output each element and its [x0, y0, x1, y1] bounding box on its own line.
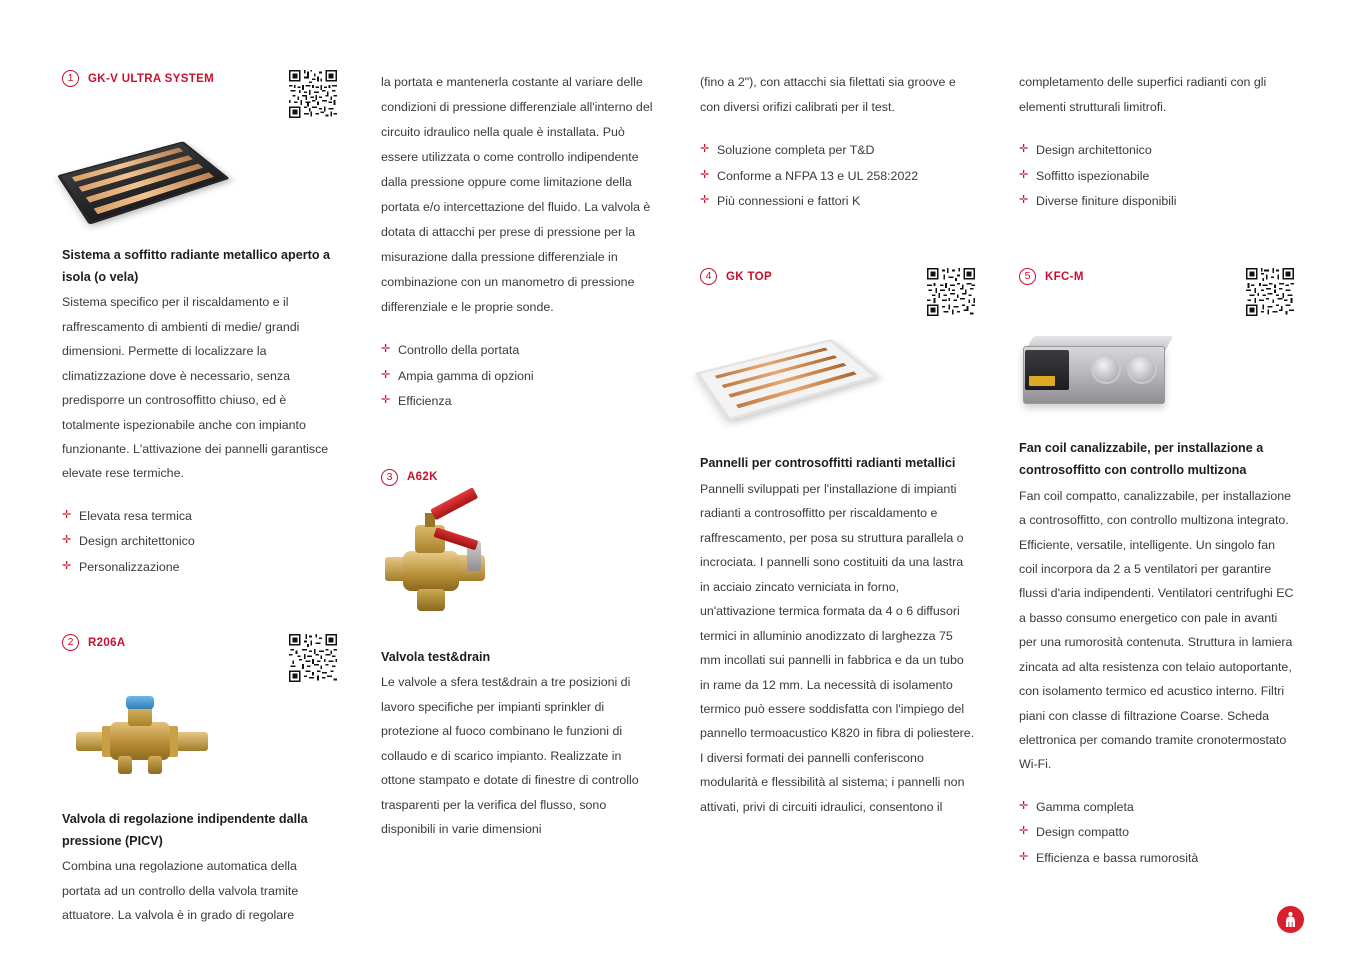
metal-radiant-ceiling-panel-icon: [695, 340, 878, 422]
feature-label: Soluzione completa per T&D: [717, 143, 875, 158]
cross-bullet-icon: ✛: [1019, 143, 1029, 156]
cross-bullet-icon: ✛: [381, 368, 391, 381]
feature-label: Gamma completa: [1036, 799, 1134, 814]
product-title: Valvola di regolazione indipendente dalla pressione (PICV): [62, 812, 308, 848]
list-item: [62, 504, 337, 529]
product-header: [1019, 268, 1294, 316]
feature-label: Design architettonico: [79, 534, 195, 549]
product-image-radiant-ceiling-panel: [700, 324, 975, 439]
column-2: [359, 70, 678, 919]
cross-bullet-icon: ✛: [1019, 850, 1029, 863]
qr-code-svg: [289, 70, 337, 118]
continued-description-gk-top: completamento delle superfici radianti con gli elementi strutturali limitrofi.: [1019, 75, 1267, 115]
feature-label: Soffitto ispezionabile: [1036, 168, 1150, 183]
column-4: [997, 70, 1316, 919]
cross-bullet-icon: ✛: [1019, 799, 1029, 812]
block-spacer: [381, 415, 656, 469]
list-item: [62, 529, 337, 554]
list-item: [381, 364, 656, 389]
cross-bullet-icon: ✛: [1019, 825, 1029, 838]
product-block-a62k: [381, 469, 656, 842]
product-number-badge: 1: [62, 70, 79, 87]
qr-code-svg: [1246, 268, 1294, 316]
open-cell-ceiling-island-panel-icon: [57, 141, 230, 225]
feature-list: [381, 338, 656, 414]
block-spacer: [700, 214, 975, 268]
product-block-kfc-m: [1019, 268, 1294, 871]
column-1: [40, 70, 359, 923]
product-header-left: [62, 634, 126, 651]
product-code: R206A: [88, 636, 126, 649]
feature-list: [700, 138, 975, 214]
cross-bullet-icon: ✛: [62, 508, 72, 521]
qr-code-svg: [289, 634, 337, 682]
feature-label: Più connessioni e fattori K: [717, 193, 861, 208]
product-number-badge: 5: [1019, 268, 1036, 285]
product-description: Sistema specifico per il riscaldamento e il raffrescamento di ambienti di medie/ grandi dimensioni. Permette di localizzare la climatizzazione dove è necessario, senza predisporre un controsoffitto chiuso, ed è totalmente ispezionabile anche con impianto funzionante. L'attivazione dei pannelli garantisce elevate rese termiche.: [62, 295, 329, 481]
product-code: KFC-M: [1045, 270, 1084, 283]
cross-bullet-icon: ✛: [1019, 168, 1029, 181]
cross-bullet-icon: ✛: [1019, 193, 1029, 206]
product-description: Pannelli sviluppati per l'installazione di impianti radianti a controsoffitto per riscaldamento e raffrescamento, per posa su struttura parallela o incrociata. I pannelli sono costituiti da una lastra in acciaio zincato verniciata in forno, un'attivazione termica formata da 4 o 6 diffusori termici in alluminio anodizzato di larghezza 75 mm incollati sui pannelli in fabbrica e da un tubo in rame da 12 mm. La necessità di isolamento termico può essere soddisfatta con l'impiego del pannello termoacustico K820 in fibra di poliestere. I diversi formati dei pannelli conferiscono modularità e flessibilità al sistema; i pannelli non attivati, privi di circuiti idraulici, consentono il: [700, 482, 975, 814]
cross-bullet-icon: ✛: [381, 343, 391, 356]
product-image-fan-coil: [1019, 324, 1294, 424]
product-header-left: [1019, 268, 1084, 285]
product-header: [62, 70, 337, 118]
product-number-badge: 4: [700, 268, 717, 285]
product-code: A62K: [407, 471, 438, 484]
list-item: [62, 555, 337, 580]
brand-logo: [1277, 906, 1304, 933]
list-item: [381, 389, 656, 414]
test-and-drain-ball-valve-icon: [381, 503, 551, 623]
feature-label: Efficienza e bassa rumorosità: [1036, 850, 1199, 865]
block-spacer: [1019, 214, 1294, 268]
column-3: [678, 70, 997, 919]
product-title: Sistema a soffitto radiante metallico aperto a isola (o vela): [62, 248, 331, 284]
product-description: Combina una regolazione automatica della portata ad un controllo della valvola tramite attuatore. La valvola è in grado di regolare: [62, 859, 299, 923]
product-description: Fan coil compatto, canalizzabile, per installazione a controsoffitto, con controllo multizona integrato. Efficiente, versatile, intelligente. Un singolo fan coil incorpora da 2 a 5 ventilatori per garantire flussi d'aria indipendenti. Ventilatori centrifughi EC a basso consumo energetico con pale in avanti per una rumorosità contenuta. Struttura in lamiera zincata ad alta resistenza con telaio autoportante, con isolamento termico ed acustico interno. Filtri piani con classe di filtrazione Coarse. Scheda elettronica per comando tramite cronotermostato Wi-Fi.: [1019, 488, 1294, 772]
cross-bullet-icon: ✛: [700, 168, 710, 181]
product-number-badge: 2: [62, 634, 79, 651]
product-image-test-drain-valve: [381, 503, 656, 633]
list-item: [1019, 820, 1294, 845]
feature-label: Ampia gamma di opzioni: [398, 368, 534, 383]
product-number-badge: 3: [381, 469, 398, 486]
cross-bullet-icon: ✛: [62, 559, 72, 572]
product-title: Valvola test&drain: [381, 649, 491, 664]
feature-list: [1019, 138, 1294, 214]
list-item: [1019, 795, 1294, 820]
feature-label: Controllo della portata: [398, 343, 520, 358]
feature-label: Design architettonico: [1036, 143, 1152, 158]
picv-brass-valve-icon: [72, 692, 222, 792]
feature-list: [1019, 795, 1294, 871]
block-spacer: [62, 580, 337, 634]
list-item: [700, 138, 975, 163]
columns-container: [40, 70, 1316, 923]
product-image-open-cell-panel: [62, 126, 337, 231]
cross-bullet-icon: ✛: [700, 193, 710, 206]
list-item: [700, 164, 975, 189]
product-title: Fan coil canalizzabile, per installazione a controsoffitto con controllo multizona: [1019, 441, 1264, 478]
feature-label: Elevata resa termica: [79, 508, 192, 523]
product-header-left: [700, 268, 772, 285]
product-block-gk-v-ultra-system: [62, 70, 337, 580]
list-item: [1019, 138, 1294, 163]
product-header-left: [381, 469, 438, 486]
qr-code-icon[interactable]: [927, 268, 975, 316]
product-header: [381, 469, 656, 495]
product-block-r206a: [62, 634, 337, 928]
product-header-left: [62, 70, 214, 87]
product-title: Pannelli per controsoffitti radianti metallici: [700, 456, 956, 471]
product-image-picv-valve: [62, 690, 337, 795]
product-description: Le valvole a sfera test&drain a tre posizioni di lavoro specifiche per impianti sprinkler di protezione al fuoco combinano le funzioni di collaudo e di scarico impianto. Realizzate in ottone stampato e dotate di finestre di controllo trasparenti per la verifica del flusso, sono disponibili in varie dimensioni: [381, 675, 639, 837]
qr-code-icon[interactable]: [289, 70, 337, 118]
product-header: [700, 268, 975, 316]
feature-label: Conforme a NFPA 13 e UL 258:2022: [717, 168, 919, 183]
feature-label: Personalizzazione: [79, 559, 180, 574]
qr-code-svg: [927, 268, 975, 316]
list-item: [1019, 164, 1294, 189]
cross-bullet-icon: ✛: [381, 394, 391, 407]
cross-bullet-icon: ✛: [700, 143, 710, 156]
feature-label: Efficienza: [398, 394, 452, 409]
product-code: GK TOP: [726, 270, 772, 283]
feature-label: Diverse finiture disponibili: [1036, 193, 1177, 208]
ducted-fan-coil-unit-icon: [1019, 328, 1189, 420]
qr-code-icon[interactable]: [1246, 268, 1294, 316]
qr-code-icon[interactable]: [289, 634, 337, 682]
feature-list: [62, 504, 337, 580]
product-header: [62, 634, 337, 682]
product-code: GK-V ULTRA SYSTEM: [88, 72, 215, 85]
list-item: [381, 338, 656, 363]
list-item: [1019, 846, 1294, 871]
cross-bullet-icon: ✛: [62, 534, 72, 547]
list-item: [700, 189, 975, 214]
continued-description-a62k: (fino a 2"), con attacchi sia filettati sia groove e con diversi orifizi calibrati per il test.: [700, 75, 956, 115]
list-item: [1019, 189, 1294, 214]
continued-description-r206a: la portata e mantenerla costante al variare delle condizioni di pressione differenziale all'interno del circuito idraulico nella quale è installata. Può essere utilizzata o come controllo indipendente dalla pressione oppure come limitazione della portata e/o intercettazione del fluido. La valvola è dotata di attacchi per prese di pressione per la misurazione dalla pressione differenziale in combinazione con un manometro di pressione differenziale e le proprie sonde.: [381, 75, 653, 315]
feature-label: Design compatto: [1036, 825, 1129, 840]
brand-logo-mark: [1283, 911, 1298, 928]
product-block-gk-top: [700, 268, 975, 819]
